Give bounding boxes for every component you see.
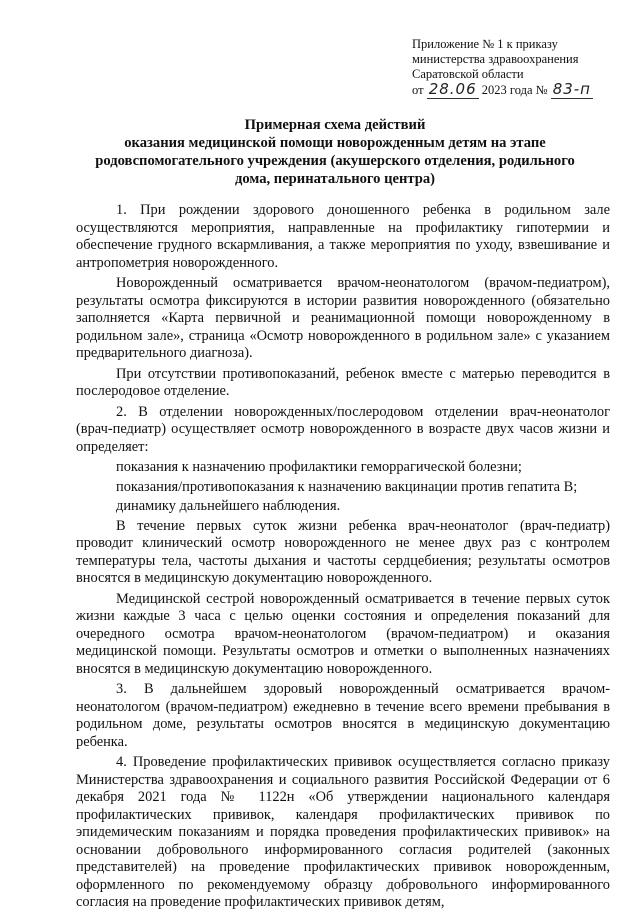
annex-line-3: Саратовской области <box>412 67 524 81</box>
paragraph: 3. В дальнейшем здоровый новорожденный осматривается врачом-неонатологом (врачом-педиатром) ежедневно в течение всего времени пребывания в родильном доме, результаты осмотров вносятся в медицинскую документацию ребенка. <box>76 681 610 750</box>
title-line-4: дома, перинатального центра) <box>234 171 436 187</box>
document-body <box>76 202 610 915</box>
paragraph: Медицинской сестрой новорожденный осматривается в течение первых суток жизни каждые 3 часа с целью оценки состояния и определения показаний для очередного осмотра врачом-неонатологом (врачом-педиатром) и оказания медицинской помощи. Результаты осмотров и отметки о выполненных назначениях вносятся в медицинскую документацию новорожденного. <box>76 590 610 677</box>
list-item: динамику дальнейшего наблюдения. <box>116 498 341 514</box>
annex-header <box>412 37 632 98</box>
title-line-2: оказания медицинской помощи новорожденным детям на этапе <box>124 135 546 151</box>
annex-line-1: Приложение № 1 к приказу <box>412 37 558 51</box>
document-title <box>60 116 610 188</box>
paragraph: При отсутствии противопоказаний, ребенок вместе с матерью переводится в послеродовое отделение. <box>76 365 610 399</box>
annex-number-handwritten: 83-п <box>552 80 591 98</box>
annex-date-prefix: от <box>412 83 424 97</box>
paragraph: Новорожденный осматривается врачом-неонатологом (врачом-педиатром), результаты осмотра фиксируются в истории развития новорожденного (обязательно заполняется «Карта первичной и реанимационной помощи новорожденному в родильном зале», страница «Осмотр новорожденного в родильном зале» с указанием предварительного диагноза). <box>76 275 610 361</box>
annex-line-2: министерства здравоохранения <box>412 52 579 66</box>
paragraph: В течение первых суток жизни ребенка врач-неонатолог (врач-педиатр) проводит клинический осмотр новорожденного не менее двух раз с контролем температуры тела, частоты дыхания и частоты сердцебиения; результаты осмотров вносятся в медицинскую документацию новорожденного. <box>76 517 610 586</box>
title-line-3: родовспомогательного учреждения (акушерского отделения, родильного <box>95 153 575 169</box>
list-item: показания/противопоказания к назначению вакцинации против гепатита В; <box>116 478 578 495</box>
annex-date-handwritten: 28.06 <box>428 80 477 98</box>
list-item: показания к назначению профилактики геморрагической болезни; <box>116 459 522 475</box>
annex-date-line <box>412 82 632 98</box>
paragraph: 1. При рождении здорового доношенного ребенка в родильном зале осуществляются мероприятия, направленные на профилактику гипотермии и обеспечение грудного вскармливания, а также мероприятия по уходу, взвешивание и антропометрия новорожденного. <box>76 202 610 271</box>
paragraph: 4. Проведение профилактических прививок осуществляется согласно приказу Министерства здравоохранения и социального развития Российской Федерации от 6 декабря 2021 года № 1122н «Об утверждении национального календаря профилактических прививок, календаря профилактических прививок по эпидемическим показаниям и порядка проведения профилактических прививок» на основании добровольного информированного согласия родителей (законных представителей) на проведение профилактических прививок новорожденным, оформленного по рекомендуемому образцу добровольного информированного согласия на проведение профилактических прививок детям, <box>76 754 610 910</box>
paragraph: 2. В отделении новорожденных/послеродовом отделении врач-неонатолог (врач-педиатр) осуществляет осмотр новорожденного в возрасте двух часов жизни и определяет: <box>76 403 610 455</box>
title-line-1: Примерная схема действий <box>244 117 426 133</box>
annex-date-suffix: 2023 года № <box>481 83 548 97</box>
